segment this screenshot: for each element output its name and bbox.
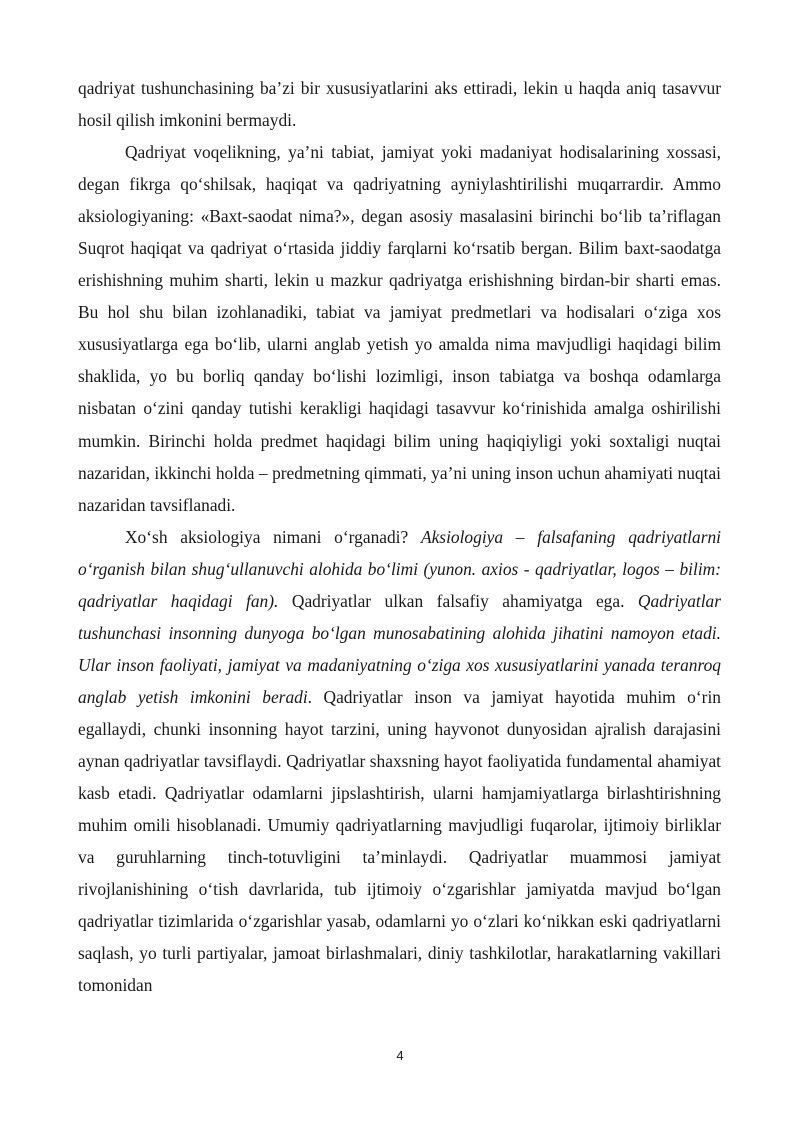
aksiologiya-definition: Aksiologiya – falsafaning qadriyatlarni o‘rganish bilan shug‘ullanuvchi alohida bo‘limi (yunon. axios - qadriyatlar, logos – bilim: qadriyatlar haqidagi fan).: [78, 526, 721, 611]
paragraph-aksiologiya: [78, 521, 721, 1002]
paragraph-intro-text: Xo‘sh aksiologiya nimani o‘rganadi?: [125, 526, 421, 547]
paragraph-rest-text: . Qadriyatlar inson va jamiyat hayotida muhim o‘rin egallaydi, chunki insonning hayot tarzini, uning hayvonot dunyosidan ajralish darajasini aynan qadriyatlar tavsiflaydi. Qadriyatlar shaxsning hayot faoliyatida fundamental ahamiyat kasb etadi. Qadriyatlar odamlarni jipslashtirish, ularni hamjamiyatlarga birlashtirishning muhim omili hisoblanadi. Umumiy qadriyatlarning mavjudligi fuqarolar, ijtimoiy birliklar va guruhlarning tinch-totuvligini ta’minlaydi. Qadriyatlar muammosi jamiyat rivojlanishining o‘tish davrlarida, tub ijtimoiy o‘zgarishlar jamiyatda mavjud bo‘lgan qadriyatlar tizimlarida o‘zgarishlar yasab, odamlarni yo o‘zlari ko‘nikkan eski qadriyatlarni saqlash, yo turli partiyalar, jamoat birlashmalari, diniy tashkilotlar, harakatlarning vakillari tomonidan: [78, 686, 721, 996]
page-number: 4: [396, 1048, 404, 1063]
paragraph-qadriyat-voqelik: Qadriyat voqelikning, ya’ni tabiat, jamiyat yoki madaniyat hodisalarining xossasi, degan fikrga qo‘shilsak, haqiqat va qadriyatning ayniylashtirilishi muqarrardir. Ammo aksiologiyaning: «Baxt-saodat nima?», degan asosiy masalasini birinchi bo‘lib ta’riflagan Suqrot haqiqat va qadriyat o‘rtasida jiddiy farqlarni ko‘rsatib bergan. Bilim baxt-saodatga erishishning muhim sharti, lekin u mazkur qadriyatga erishishning birdan-bir sharti emas. Bu hol shu bilan izohlanadiki, tabiat va jamiyat predmetlari va hodisalari o‘ziga xos xususiyatlarga ega bo‘lib, ularni anglab yetish yo amalda nima mavjudligi haqidagi bilim shaklida, yo bu borliq qanday bo‘lishi lozimligi, inson tabiatga va boshqa odamlarga nisbatan o‘zini qanday tutishi kerakligi haqidagi tasavvur ko‘rinishida amalga oshirilishi mumkin. Birinchi holda predmet haqidagi bilim uning haqiqiyligi yoki soxtaligi nuqtai nazaridan, ikkinchi holda – predmetning qimmati, ya’ni uning inson uchun ahamiyati nuqtai nazaridan tavsiflanadi.: [78, 142, 721, 515]
qadriyatlar-definition: Qadriyatlar tushunchasi insonning dunyoga bo‘lgan munosabatining alohida jihatini namoyon etadi. Ular inson faoliyati, jamiyat va madaniyatning o‘ziga xos xususiyatlarini yanada teranroq anglab yetish imkonini beradi: [78, 590, 722, 707]
paragraph-mid-text: Qadriyatlar ulkan falsafiy ahamiyatga ega.: [278, 590, 638, 611]
body-text: [78, 72, 721, 1001]
paragraph-continuation: qadriyat tushunchasining ba’zi bir xususiyatlarini aks ettiradi, lekin u haqda aniq tasavvur hosil qilish imkonini bermaydi.: [78, 78, 721, 131]
